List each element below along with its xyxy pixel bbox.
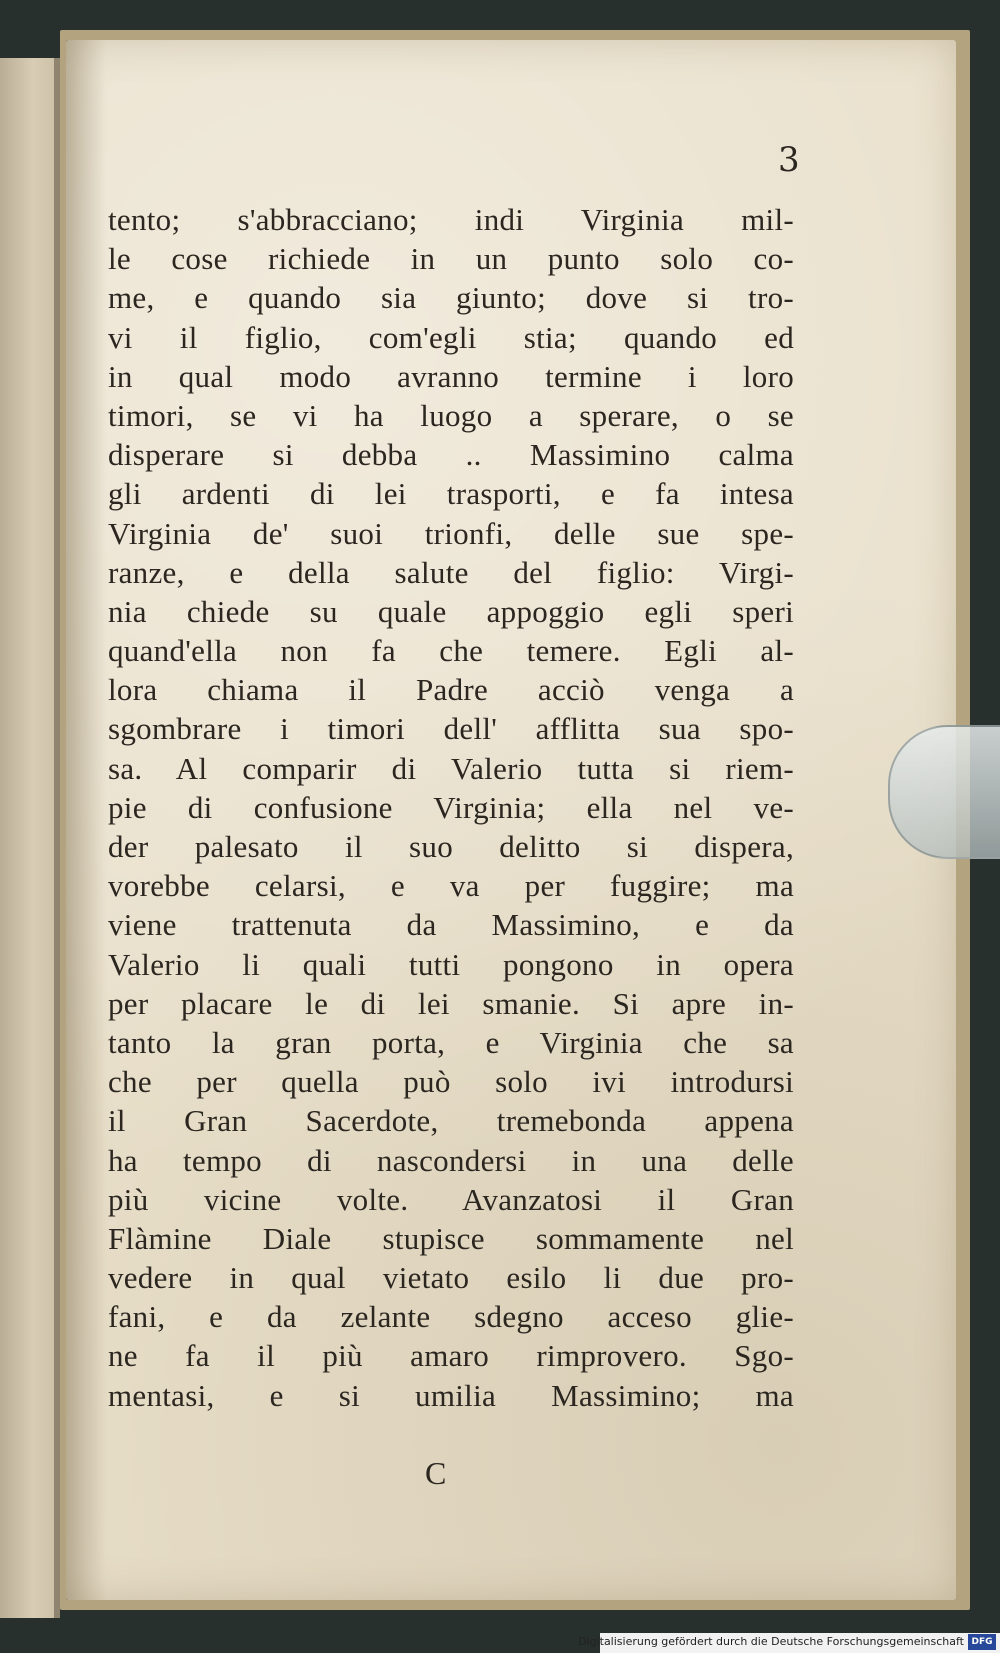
text-line: più vicine volte. Avanzatosi il Gran <box>108 1181 794 1217</box>
text-line: viene trattenuta da Massimino, e da <box>108 907 794 943</box>
text-line: timori, se vi ha luogo a sperare, o se <box>108 397 794 433</box>
funding-credit: Digitalisierung gefördert durch die Deutsche Forschungsgemeinschaft <box>578 1635 964 1648</box>
text-line: le cose richiede in un punto solo co- <box>108 241 794 277</box>
text-line: il Gran Sacerdote, tremebonda appena <box>108 1103 794 1139</box>
page-clip <box>888 725 1000 859</box>
body-text <box>108 200 794 1415</box>
text-line: tento; s'abbracciano; indi Virginia mil- <box>108 202 794 237</box>
text-line: Flàmine Diale stupisce sommamente nel <box>108 1220 794 1256</box>
text-line: in qual modo avranno termine i loro <box>108 358 794 394</box>
text-line: tanto la gran porta, e Virginia che sa <box>108 1024 794 1060</box>
text-line: vedere in qual vietato esilo li due pro- <box>108 1260 794 1296</box>
page-number: 3 <box>778 140 800 180</box>
text-line: Valerio li quali tutti pongono in opera <box>108 946 794 982</box>
signature-mark: C <box>425 1455 447 1491</box>
facing-page-edge <box>0 58 60 1618</box>
text-line: che per quella può solo ivi introdursi <box>108 1064 794 1100</box>
text-line: ranze, e della salute del figlio: Virgi- <box>108 554 794 590</box>
text-line: fani, e da zelante sdegno acceso glie- <box>108 1299 794 1335</box>
gutter-shadow <box>66 40 106 1600</box>
text-line: mentasi, e si umilia Massimino; ma <box>108 1377 794 1413</box>
text-line: per placare le di lei smanie. Si apre in- <box>108 985 794 1021</box>
text-line: sa. Al comparir di Valerio tutta si riem- <box>108 750 794 786</box>
text-line: pie di confusione Virginia; ella nel ve- <box>108 789 794 825</box>
text-line: sgombrare i timori dell' afflitta sua spo- <box>108 711 794 747</box>
text-line: nia chiede su quale appoggio egli speri <box>108 593 794 629</box>
dfg-logo: DFG <box>968 1634 996 1650</box>
text-line: vi il figlio, com'egli stia; quando ed <box>108 319 794 355</box>
text-line: lora chiama il Padre acciò venga a <box>108 672 794 708</box>
text-line: disperare si debba .. Massimino calma <box>108 437 794 473</box>
text-line: quand'ella non fa che temere. Egli al- <box>108 633 794 669</box>
text-line: gli ardenti di lei trasporti, e fa intesa <box>108 476 794 512</box>
text-line: ha tempo di nascondersi in una delle <box>108 1142 794 1178</box>
text-line: vorebbe celarsi, e va per fuggire; ma <box>108 868 794 904</box>
text-line: Virginia de' suoi trionfi, delle sue spe- <box>108 515 794 551</box>
text-line: me, e quando sia giunto; dove si tro- <box>108 280 794 316</box>
text-line: ne fa il più amaro rimprovero. Sgo- <box>108 1338 794 1374</box>
text-line: der palesato il suo delitto si dispera, <box>108 829 794 864</box>
